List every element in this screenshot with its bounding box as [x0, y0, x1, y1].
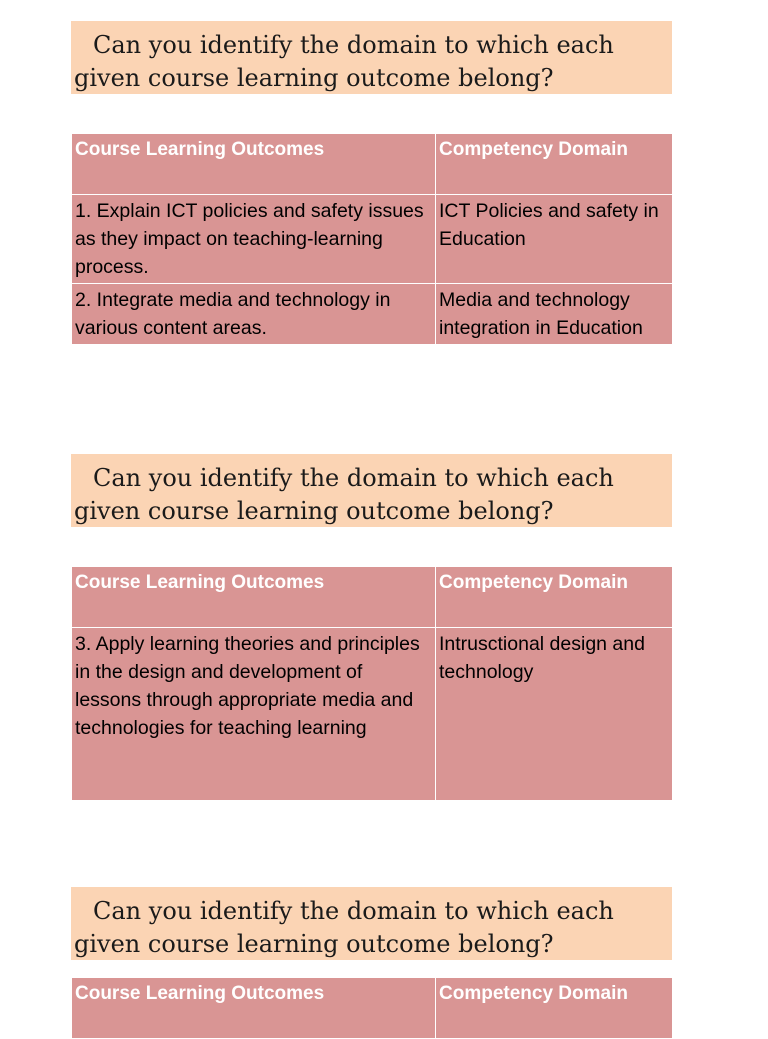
outcomes-table-2 [71, 566, 673, 801]
table-header-row [72, 978, 673, 1039]
domain-cell: Intrusctional design and technology [436, 628, 673, 801]
table-row [72, 195, 673, 284]
question-box-2 [71, 454, 672, 527]
outcomes-table-1 [71, 133, 673, 345]
question-text: Can you identify the domain to which each given course learning outcome belong? [74, 31, 614, 92]
table-row [72, 284, 673, 345]
question-box-1 [71, 21, 672, 94]
table-row [72, 628, 673, 801]
question-text: Can you identify the domain to which each given course learning outcome belong? [74, 464, 614, 525]
outcome-cell: 2. Integrate media and technology in various content areas. [72, 284, 436, 345]
header-domain: Competency Domain [436, 134, 673, 195]
domain-cell: Media and technology integration in Education [436, 284, 673, 345]
question-text: Can you identify the domain to which each given course learning outcome belong? [74, 897, 614, 958]
header-outcomes: Course Learning Outcomes [72, 978, 436, 1039]
header-domain: Competency Domain [436, 978, 673, 1039]
header-outcomes: Course Learning Outcomes [72, 567, 436, 628]
outcome-cell: 3. Apply learning theories and principles in the design and development of lessons through appropriate media and technologies for teaching learning [72, 628, 436, 801]
outcome-cell: 1. Explain ICT policies and safety issues as they impact on teaching-learning process. [72, 195, 436, 284]
question-box-3 [71, 887, 672, 960]
header-outcomes: Course Learning Outcomes [72, 134, 436, 195]
domain-cell: ICT Policies and safety in Education [436, 195, 673, 284]
table-header-row [72, 134, 673, 195]
header-domain: Competency Domain [436, 567, 673, 628]
outcomes-table-3 [71, 977, 673, 1039]
table-header-row [72, 567, 673, 628]
